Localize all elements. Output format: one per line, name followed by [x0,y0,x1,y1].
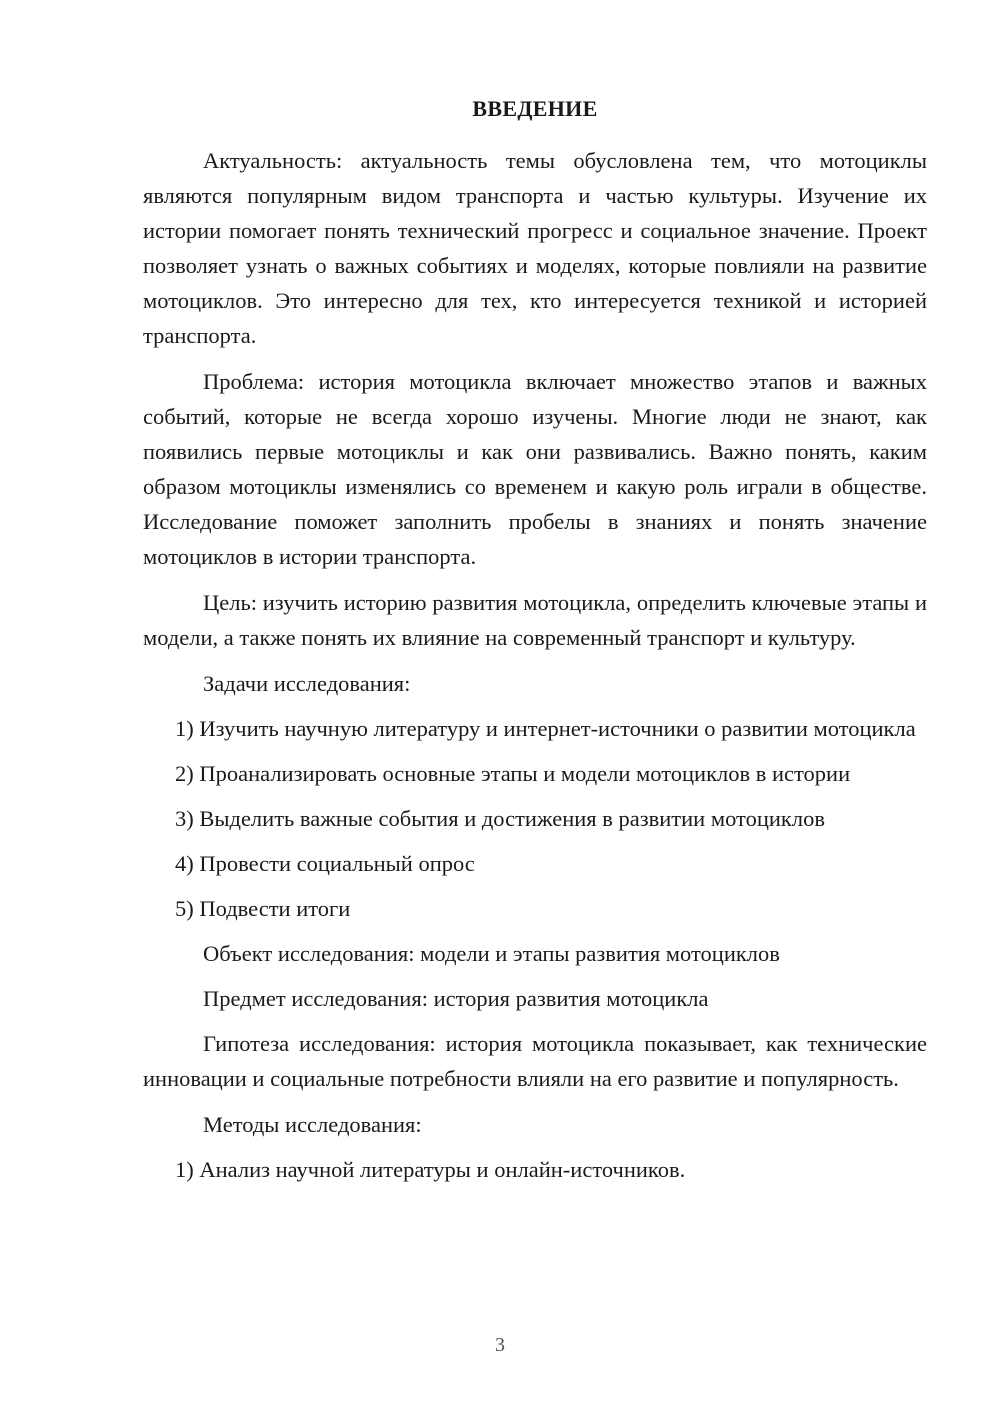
research-hypothesis: Гипотеза исследования: история мотоцикла показывает, как технические инновации и социальные потребности влияли на его развитие и популярность. [143,1031,927,1091]
section-title: ВВЕДЕНИЕ [472,96,598,121]
task-item-4: 4) Провести социальный опрос [175,851,475,876]
task-item-5: 5) Подвести итоги [175,896,351,921]
page-number: 3 [495,1334,505,1356]
paragraph-goal: Цель: изучить историю развития мотоцикла, определить ключевые этапы и модели, а также понять их влияние на современный транспорт и культуру. [143,590,927,650]
paragraph-relevance: Актуальность: актуальность темы обусловлена тем, что мотоциклы являются популярным видом транспорта и частью культуры. Изучение их истории помогает понять технический прогресс и социальное значение. Проект позволяет узнать о важных событиях и моделях, которые повлияли на развитие мотоциклов. Это интересно для тех, кто интересуется техникой и историей транспорта. [143,148,927,348]
methods-heading: Методы исследования: [203,1112,422,1137]
task-item-2: 2) Проанализировать основные этапы и модели мотоциклов в истории [175,761,851,786]
task-item-3: 3) Выделить важные события и достижения в развитии мотоциклов [175,806,825,831]
document-body [143,143,927,1187]
paragraph-problem: Проблема: история мотоцикла включает множество этапов и важных событий, которые не всегда хорошо изучены. Многие люди не знают, как появились первые мотоциклы и как они развивались. Важно понять, каким образом мотоциклы изменялись со временем и какую роль играли в обществе. Исследование поможет заполнить пробелы в знаниях и понять значение мотоциклов в истории транспорта. [143,369,927,569]
research-object: Объект исследования: модели и этапы развития мотоциклов [203,941,780,966]
method-item-1: 1) Анализ научной литературы и онлайн-источников. [175,1157,686,1182]
tasks-heading: Задачи исследования: [203,671,411,696]
task-item-1: 1) Изучить научную литературу и интернет-источники о развитии мотоцикла [175,716,916,741]
research-subject: Предмет исследования: история развития мотоцикла [203,986,709,1011]
